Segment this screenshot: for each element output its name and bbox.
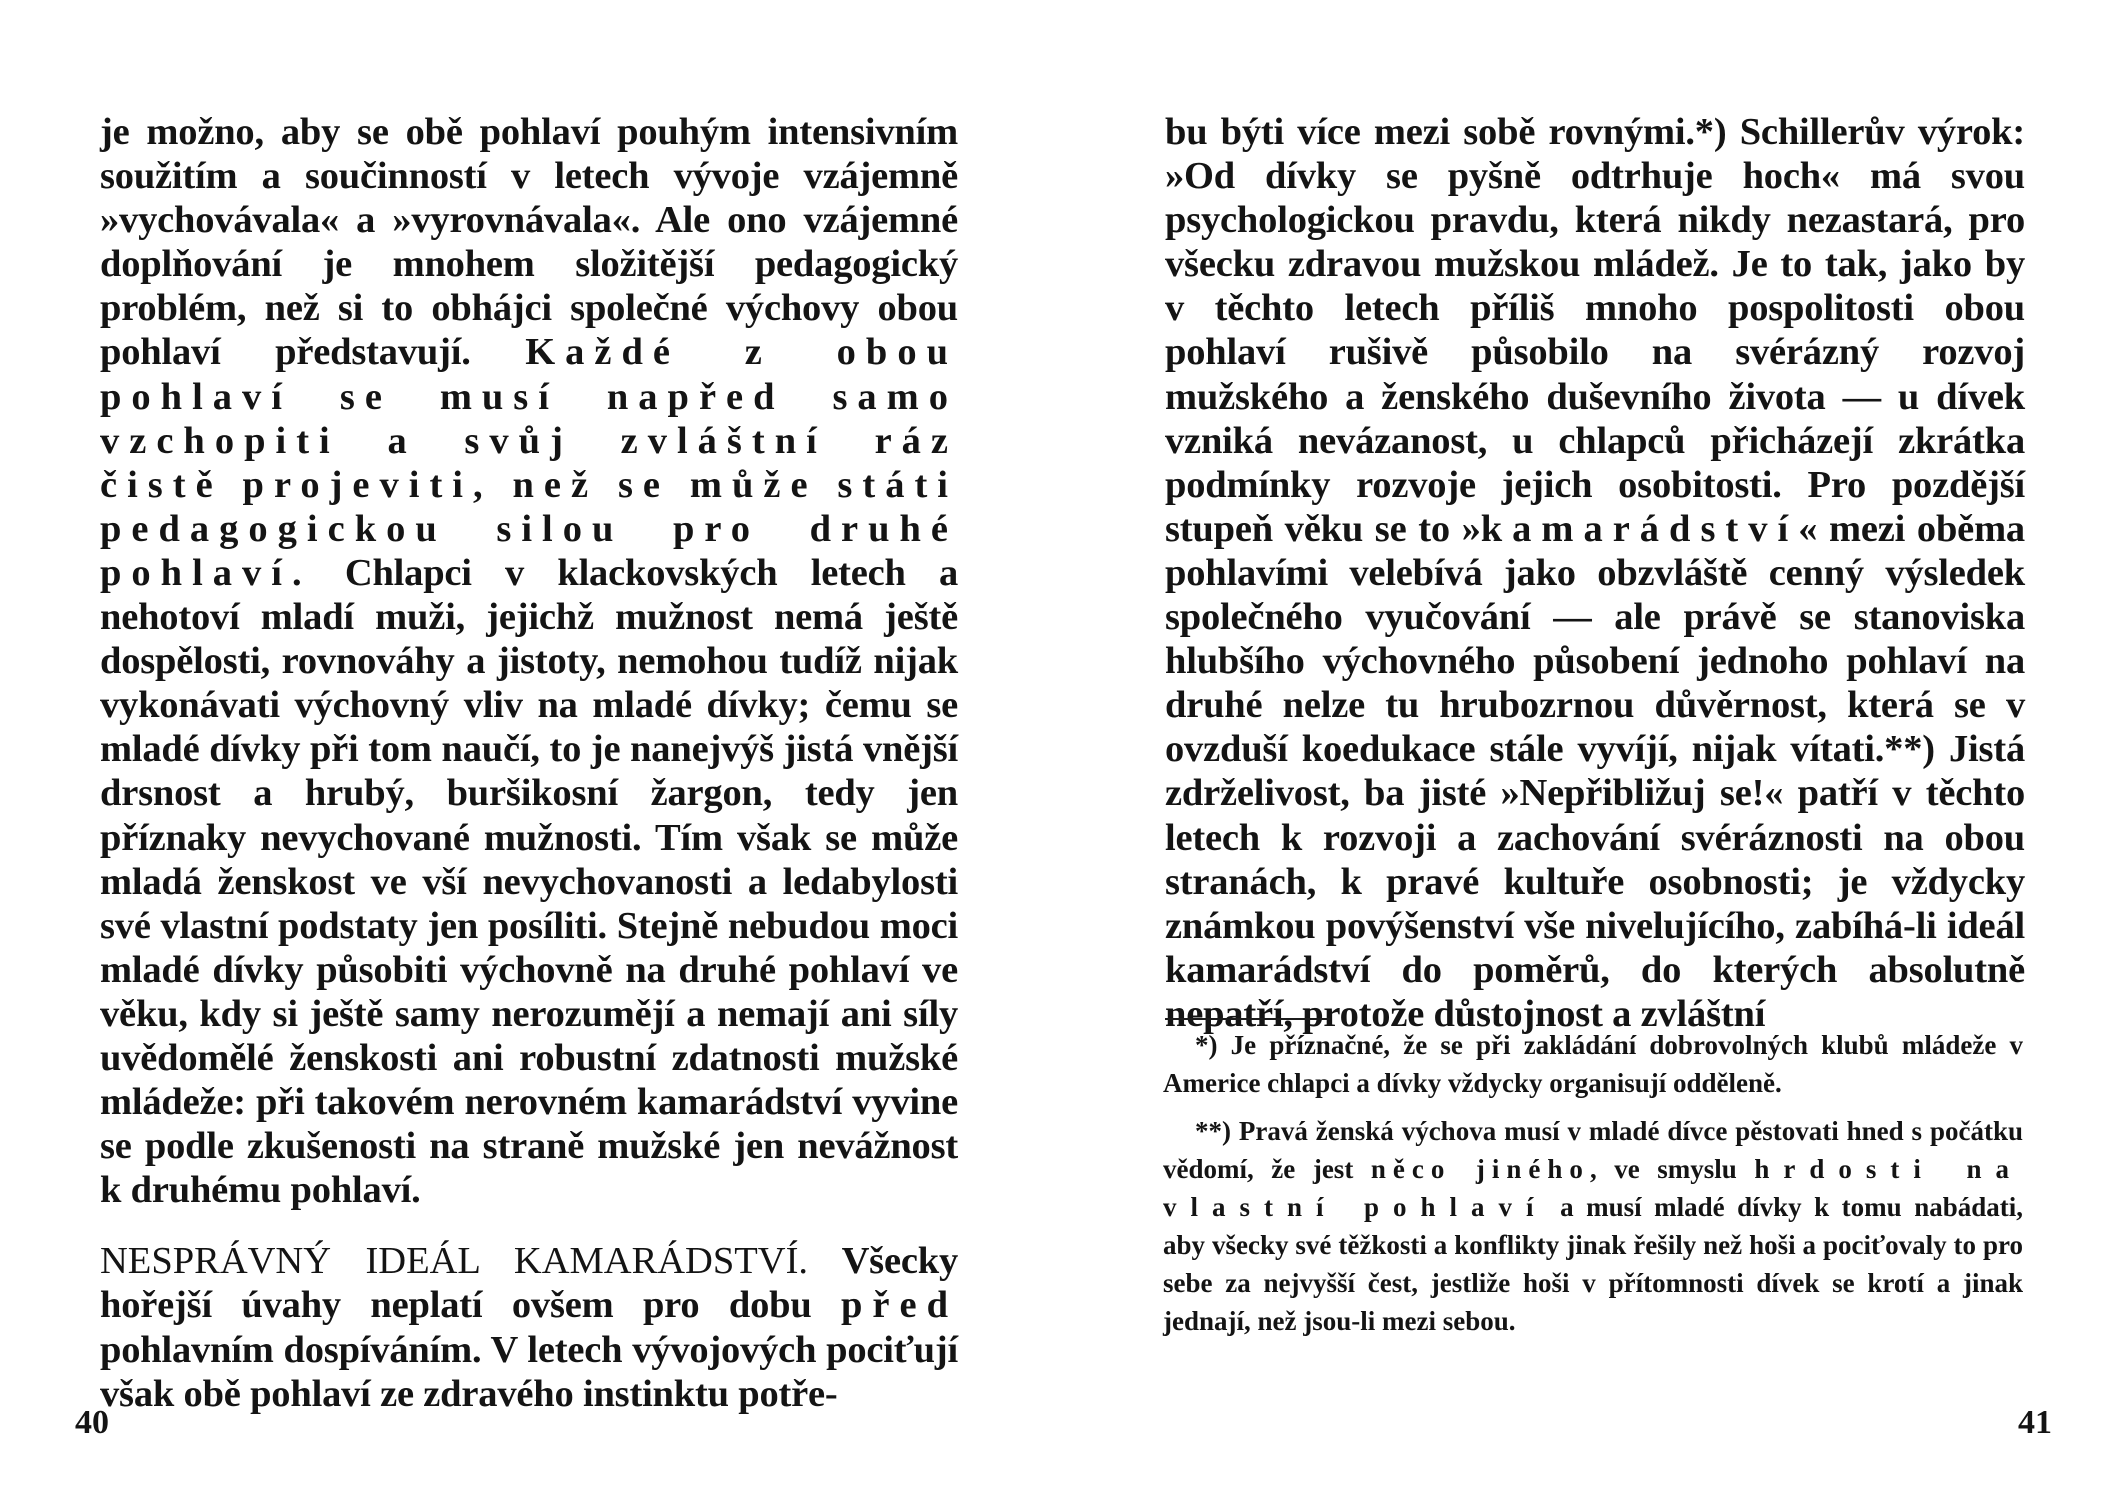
spaced-emphasis: Každé z obou pohlaví se musí napřed samo vzchopiti a svůj zvláštní ráz čistě projeviti, než se může státi pedagogickou silou pro druhé pohlaví. bbox=[100, 331, 959, 594]
spaced-emphasis: kamarádství bbox=[1480, 507, 1799, 550]
paragraph bbox=[100, 110, 958, 1212]
paragraph bbox=[1165, 110, 2025, 1036]
footnote-divider bbox=[1165, 1018, 1330, 1020]
text-run: a musí mladé dívky k tomu nabádati, aby všecky své těžkosti a konflikty jinak řešily než hoši a pociťovaly to pro sebe za nejvyšší čest, jestliže hoši v přítomnosti dívek se krotí a jinak jednají, než jsou-li mezi sebou. bbox=[1163, 1192, 2023, 1336]
paragraph bbox=[100, 1239, 958, 1415]
section-heading: NESPRÁVNÝ IDEÁL KAMARÁDSTVÍ. bbox=[100, 1240, 809, 1283]
spaced-emphasis: před bbox=[841, 1284, 958, 1327]
footnotes bbox=[1163, 1026, 2023, 1340]
text-run: bu býti více mezi sobě rovnými.*) Schillerův výrok: »Od dívky se pyšně odtrhuje hoch« má svou psychologickou pravdu, která nikdy nezastará, pro všecku zdravou mužskou mládež. Je to tak, jako by v těchto letech příliš mnoho pospolitosti obou pohlaví rušivě působilo na svérázný rozvoj mužského a ženského duševního života — u dívek vzniká nevázanost, u chlapců přicházejí zkrátka podmínky rozvoje jejich osobitosti. Pro pozdější stupeň věku se to » bbox=[1165, 111, 2025, 550]
text-run: **) Pravá ženská výchova musí v mladé dívce pěstovati hned s počátku vědomí, že jest bbox=[1163, 1116, 2023, 1184]
text-run: « mezi oběma pohlavími velebívá jako obzvláště cenný výsledek společného vyučování — ale právě se stanoviska hlubšího výchovného působení jednoho pohlaví na druhé nelze tu hrubozrnou důvěrnost, která se v ovzduší koedukace stále vyvíjí, nijak vítati.**) Jistá zdrželivost, ba jisté »Nepřibližuj se!« patří v těchto letech k rozvoji a zachování svéráznosti na obou stranách, k pravé kultuře osobnosti; je vždycky známkou povýšenství vše nivelujícího, zabíhá-li ideál kamarádství do poměrů, do kterých absolutně nepatří, protože důstojnost a zvláštní bbox=[1165, 507, 2025, 1035]
text-run: , ve smyslu bbox=[1589, 1154, 1755, 1184]
text-run: Chlapci v klackovských letech a nehotoví mladí muži, jejichž mužnost nemá ještě dospělosti, rovnováhy a jistoty, nemohou tudíž nijak vykonávati výchovný vliv na mladé dívky; čemu se mladé dívky při tom naučí, to je nanejvýš jistá vnější drsnost a hrubý, buršikosní žargon, tedy jen příznaky nevychované mužnosti. Tím však se může mladá ženskost ve vší nevychovanosti a ledabylosti své vlastní podstaty jen posíliti. Stejně nebudou moci mladé dívky působiti výchovně na druhé pohlaví ve věku, kdy si ještě samy nerozumějí a nemají ani síly uvědomělé ženskosti ani robustní zdatnosti mužské mládeže: při takovém nerovném kamarádství vyvine se podle zkušenosti na straně mužské jen nevážnost k druhému pohlaví. bbox=[100, 551, 958, 1212]
footnote: *) Je příznačné, že se při zakládání dobrovolných klubů mládeže v Americe chlapci a dívky vždycky organisují odděleně. bbox=[1163, 1030, 2023, 1098]
footnote bbox=[1163, 1112, 2023, 1340]
text-run: je možno, aby se obě pohlaví pouhým intensivním soužitím a součinností v letech vývoje vzájemně »vychovávala« a »vyrovnávala«. Ale ono vzájemné doplňování je mnohem složitější pedagogický problém, než si to obhájci společné výchovy obou pohlaví představují. bbox=[100, 111, 958, 374]
spaced-emphasis: hrdosti na vlastní pohlaví bbox=[1163, 1154, 2023, 1222]
page-number: 41 bbox=[2018, 1404, 2052, 1441]
right-page-body bbox=[1165, 110, 2025, 1036]
text-run: pohlavním dospíváním. V letech vývojových pociťují však obě pohlaví ze zdravého instinktu potře- bbox=[100, 1328, 958, 1415]
left-page-body bbox=[100, 110, 958, 1416]
spaced-emphasis: něco jiného bbox=[1370, 1154, 1590, 1184]
page-number: 40 bbox=[75, 1404, 109, 1441]
text-run: Všecky hořejší úvahy neplatí ovšem pro dobu bbox=[100, 1240, 959, 1327]
